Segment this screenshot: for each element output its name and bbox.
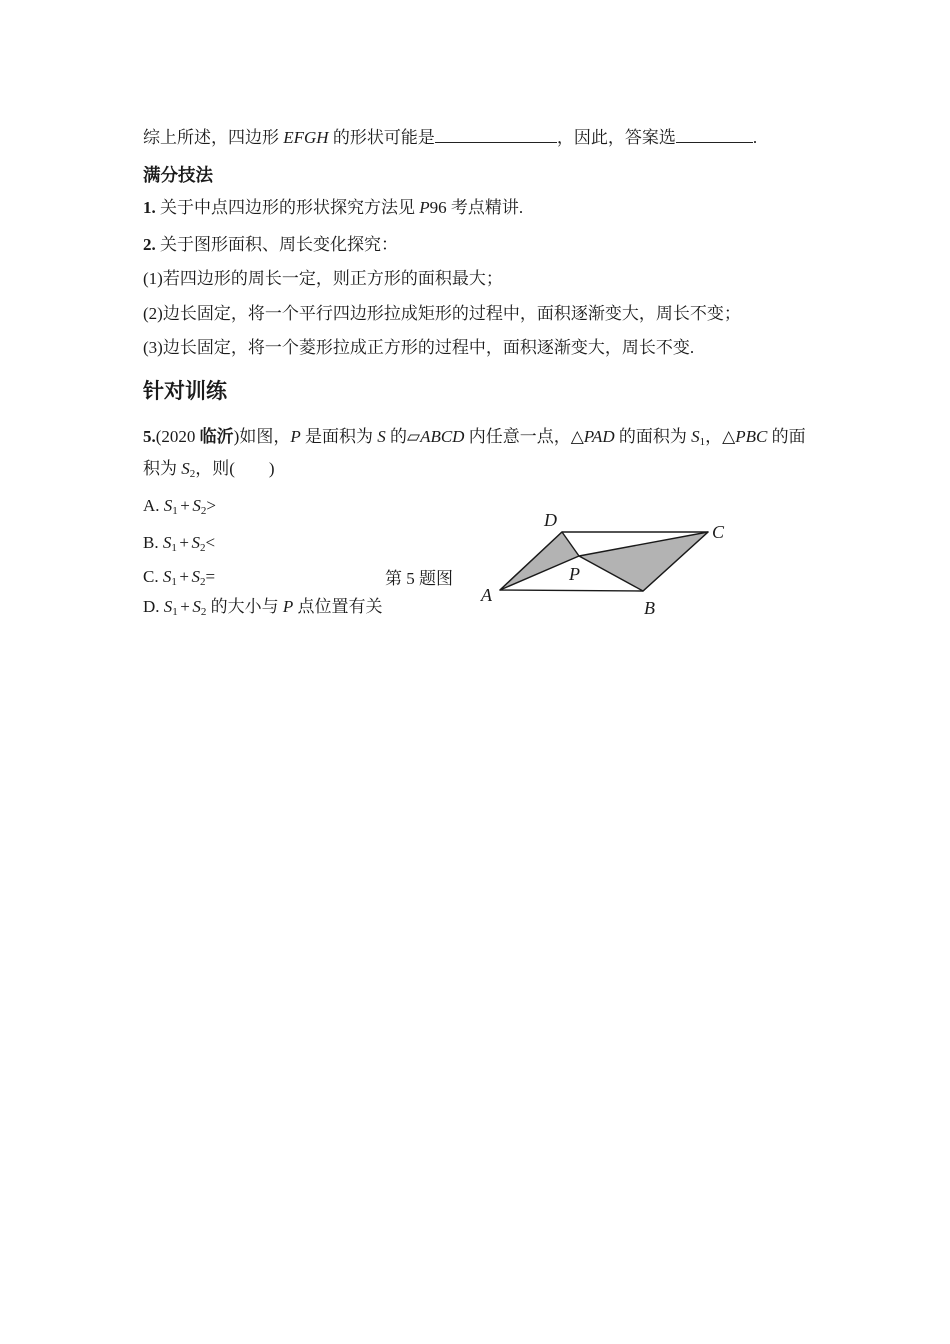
s2-subscript: 2	[189, 468, 196, 480]
option-c	[143, 567, 215, 586]
option-d-tail-text: 点位置有关	[293, 597, 383, 616]
option-b-s1: S	[162, 533, 172, 552]
option-b-sub1: 1	[171, 542, 177, 554]
option-a-plus: +	[180, 496, 190, 515]
option-d-sub1: 1	[172, 606, 178, 618]
q5-t4: 的	[385, 427, 407, 446]
tip-sub-1: (1)若四边形的周长一定，则正方形的面积最大；	[143, 269, 503, 288]
s1-subscript: 1	[699, 436, 706, 448]
figure-caption: 第 5 题图	[385, 569, 453, 588]
q5-l2-t2: ，则( )	[195, 459, 275, 478]
q5-t3: 是面积为	[300, 427, 378, 446]
q5-line-2	[143, 459, 275, 478]
option-a-operator: >	[206, 496, 216, 515]
option-d-plus: +	[180, 597, 190, 616]
point-label-p: P	[569, 564, 580, 584]
triangle-symbol-1: △	[570, 427, 584, 446]
parallelogram-symbol: ▱	[406, 427, 421, 446]
tip-item-2	[143, 235, 398, 254]
q5-parallelogram-figure	[468, 500, 738, 622]
triangle-pbc-shaded	[579, 532, 708, 591]
option-c-plus: +	[179, 567, 189, 586]
tip-2-text: 关于图形面积、周长变化探究：	[155, 235, 398, 254]
tips-heading: 满分技法	[143, 165, 213, 185]
q5-t2: )如图，	[233, 427, 291, 446]
option-c-s1: S	[162, 567, 172, 586]
option-c-sub1: 1	[171, 576, 177, 588]
option-c-label: C.	[143, 567, 163, 586]
option-d-p-var: P	[282, 597, 294, 616]
q5-l2-t1: 积为	[143, 459, 182, 478]
summary-text-end: .	[752, 128, 758, 147]
q5-t7: ，	[705, 427, 723, 446]
option-b-s2: S	[191, 533, 200, 552]
q5-year: (2020	[155, 427, 200, 446]
option-b-label: B.	[143, 533, 163, 552]
triangle-symbol-2: △	[722, 427, 736, 446]
answer-blank-choice	[676, 127, 753, 143]
answer-blank-shape	[435, 127, 557, 143]
q5-t8: 的面	[767, 427, 806, 446]
summary-text-pre: 综上所述，四边形	[143, 128, 284, 147]
summary-text-mid: 的形状可能是	[328, 128, 435, 147]
point-p-var: P	[290, 427, 301, 446]
area-s-var: S	[377, 427, 386, 446]
s2-var: S	[181, 459, 190, 478]
option-a-sub2: 2	[200, 505, 207, 517]
option-a-sub1: 1	[172, 505, 178, 517]
option-d	[143, 597, 383, 616]
summary-text-sep: ，因此，答案选	[556, 128, 676, 147]
option-a-label: A.	[143, 496, 164, 515]
option-b-sub2: 2	[199, 542, 206, 554]
q5-number: 5.	[143, 427, 156, 446]
quadrilateral-name: EFGH	[283, 128, 329, 147]
q5-t6: 的面积为	[614, 427, 692, 446]
abcd-var: ABCD	[420, 427, 465, 446]
tip-1-tail: 96 考点精讲.	[429, 198, 524, 217]
option-b-operator: <	[205, 533, 216, 552]
tip-item-1	[143, 198, 523, 217]
q5-t5: 内任意一点，	[464, 427, 571, 446]
tip-1-text: 关于中点四边形的形状探究方法见	[155, 198, 420, 217]
option-d-sub2: 2	[200, 606, 207, 618]
option-a	[143, 496, 216, 515]
option-c-s2: S	[191, 567, 200, 586]
option-a-s2: S	[192, 496, 201, 515]
summary-line	[143, 127, 757, 147]
option-d-mid-text: 的大小与	[206, 597, 283, 616]
option-d-label: D.	[143, 597, 164, 616]
option-b	[143, 533, 215, 552]
page-ref-var: P	[419, 198, 430, 217]
option-b-plus: +	[179, 533, 189, 552]
tip-sub-2: (2)边长固定，将一个平行四边形拉成矩形的过程中，面积逐渐变大，周长不变；	[143, 304, 741, 323]
pad-var: PAD	[583, 427, 615, 446]
q5-line-1	[143, 427, 806, 446]
option-d-s1: S	[163, 597, 173, 616]
option-c-operator: =	[205, 567, 216, 586]
pbc-var: PBC	[735, 427, 768, 446]
tip-2-number: 2.	[143, 235, 156, 254]
tip-sub-3: (3)边长固定，将一个菱形拉成正方形的过程中，面积逐渐变大，周长不变.	[143, 338, 695, 357]
triangle-pad-shaded	[500, 532, 579, 590]
vertex-label-a: A	[481, 585, 492, 605]
tip-1-number: 1.	[143, 198, 156, 217]
option-a-s1: S	[163, 496, 173, 515]
training-heading: 针对训练	[143, 380, 227, 403]
option-c-sub2: 2	[199, 576, 206, 588]
q5-source: 临沂	[199, 427, 234, 446]
s1-var: S	[691, 427, 700, 446]
option-d-s2: S	[192, 597, 201, 616]
vertex-label-c: C	[712, 522, 725, 542]
vertex-label-d: D	[544, 510, 557, 530]
vertex-label-b: B	[644, 598, 655, 618]
